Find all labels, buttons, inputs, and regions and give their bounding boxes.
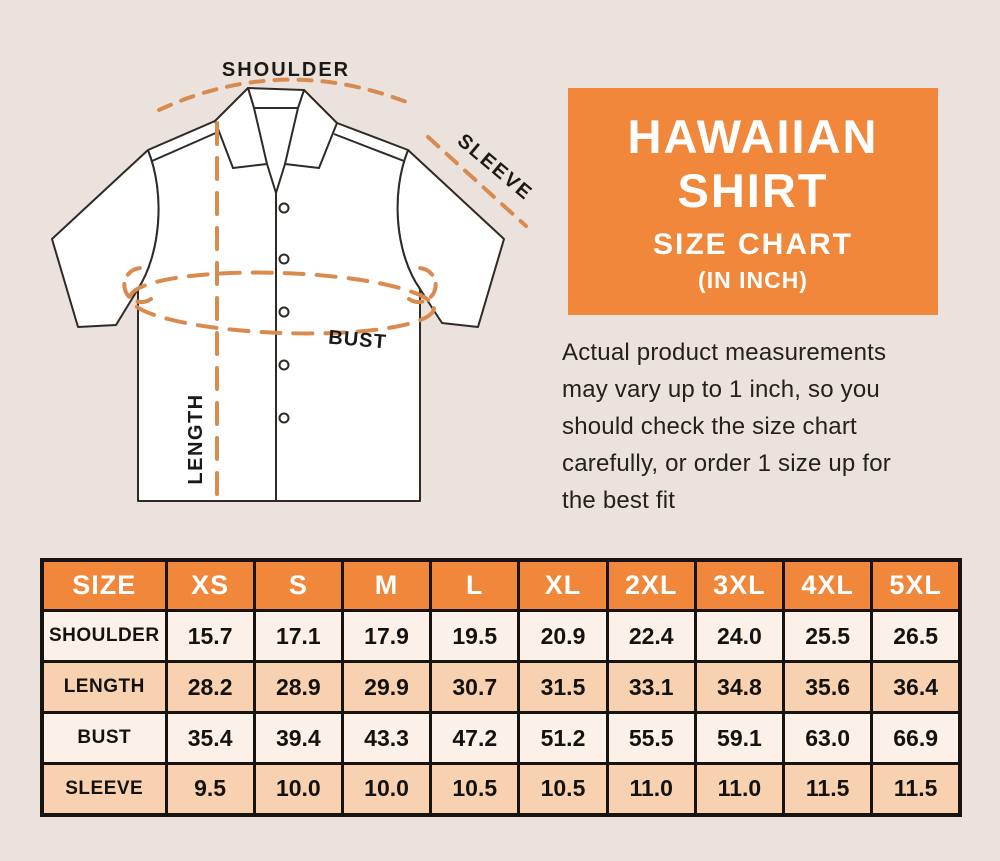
size-value-cell: 34.8 <box>695 662 783 713</box>
size-value-cell: 26.5 <box>872 611 960 662</box>
row-label-length: LENGTH <box>42 662 166 713</box>
length-label: LENGTH <box>185 393 207 485</box>
size-value-cell: 10.5 <box>431 764 519 815</box>
size-value-cell: 66.9 <box>872 713 960 764</box>
collar-band <box>248 88 304 108</box>
column-header-m: M <box>342 560 430 611</box>
size-table-header-row <box>42 560 960 611</box>
note-line: may vary up to 1 inch, so you <box>562 376 880 403</box>
size-value-cell: 59.1 <box>695 713 783 764</box>
column-header-5xl: 5XL <box>872 560 960 611</box>
row-label-sleeve: SLEEVE <box>42 764 166 815</box>
shirt-outline <box>52 88 504 501</box>
column-header-size: SIZE <box>42 560 166 611</box>
button <box>280 361 289 370</box>
shirt-diagram <box>30 35 560 545</box>
note-line: Actual product measurements <box>562 339 887 366</box>
size-value-cell: 10.0 <box>254 764 342 815</box>
column-header-xs: XS <box>166 560 254 611</box>
note-line: carefully, or order 1 size up for <box>562 450 891 477</box>
size-value-cell: 63.0 <box>784 713 872 764</box>
bust-label: BUST <box>327 326 388 354</box>
size-value-cell: 11.5 <box>784 764 872 815</box>
size-value-cell: 51.2 <box>519 713 607 764</box>
title-line-1: HAWAIIAN <box>627 110 879 163</box>
column-header-s: S <box>254 560 342 611</box>
title-card <box>568 88 938 315</box>
size-value-cell: 10.0 <box>342 764 430 815</box>
button <box>280 308 289 317</box>
size-value-cell: 9.5 <box>166 764 254 815</box>
size-value-cell: 39.4 <box>254 713 342 764</box>
size-value-cell: 36.4 <box>872 662 960 713</box>
size-value-cell: 17.1 <box>254 611 342 662</box>
table-row-length <box>42 662 960 713</box>
row-label-bust: BUST <box>42 713 166 764</box>
subtitle: SIZE CHART <box>653 228 853 261</box>
size-value-cell: 25.5 <box>784 611 872 662</box>
size-value-cell: 30.7 <box>431 662 519 713</box>
size-value-cell: 22.4 <box>607 611 695 662</box>
shoulder-label: SHOULDER <box>221 59 351 81</box>
shirt-diagram-svg <box>30 35 560 545</box>
size-value-cell: 17.9 <box>342 611 430 662</box>
table-row-sleeve <box>42 764 960 815</box>
unit-note: (IN INCH) <box>698 267 808 293</box>
column-header-3xl: 3XL <box>695 560 783 611</box>
button <box>280 204 289 213</box>
size-value-cell: 11.5 <box>872 764 960 815</box>
size-table-head <box>42 560 960 611</box>
size-value-cell: 20.9 <box>519 611 607 662</box>
note-line: the best fit <box>562 487 676 514</box>
row-label-shoulder: SHOULDER <box>42 611 166 662</box>
size-value-cell: 15.7 <box>166 611 254 662</box>
column-header-2xl: 2XL <box>607 560 695 611</box>
size-value-cell: 35.4 <box>166 713 254 764</box>
shirt-body <box>138 93 420 501</box>
size-value-cell: 28.2 <box>166 662 254 713</box>
measurement-note <box>562 334 982 519</box>
size-value-cell: 47.2 <box>431 713 519 764</box>
size-value-cell: 33.1 <box>607 662 695 713</box>
table-row-bust <box>42 713 960 764</box>
size-value-cell: 10.5 <box>519 764 607 815</box>
size-value-cell: 24.0 <box>695 611 783 662</box>
column-header-xl: XL <box>519 560 607 611</box>
size-value-cell: 35.6 <box>784 662 872 713</box>
size-value-cell: 19.5 <box>431 611 519 662</box>
column-header-4xl: 4XL <box>784 560 872 611</box>
table-row-shoulder <box>42 611 960 662</box>
button <box>280 414 289 423</box>
size-value-cell: 55.5 <box>607 713 695 764</box>
size-value-cell: 29.9 <box>342 662 430 713</box>
size-value-cell: 11.0 <box>695 764 783 815</box>
size-table <box>40 558 962 817</box>
size-value-cell: 11.0 <box>607 764 695 815</box>
column-header-l: L <box>431 560 519 611</box>
note-line: should check the size chart <box>562 413 857 440</box>
sleeve-label: SLEEVE <box>452 129 537 206</box>
size-value-cell: 31.5 <box>519 662 607 713</box>
size-table-body <box>42 611 960 815</box>
button <box>280 255 289 264</box>
size-value-cell: 28.9 <box>254 662 342 713</box>
title-line-2: SHIRT <box>677 164 829 217</box>
size-value-cell: 43.3 <box>342 713 430 764</box>
